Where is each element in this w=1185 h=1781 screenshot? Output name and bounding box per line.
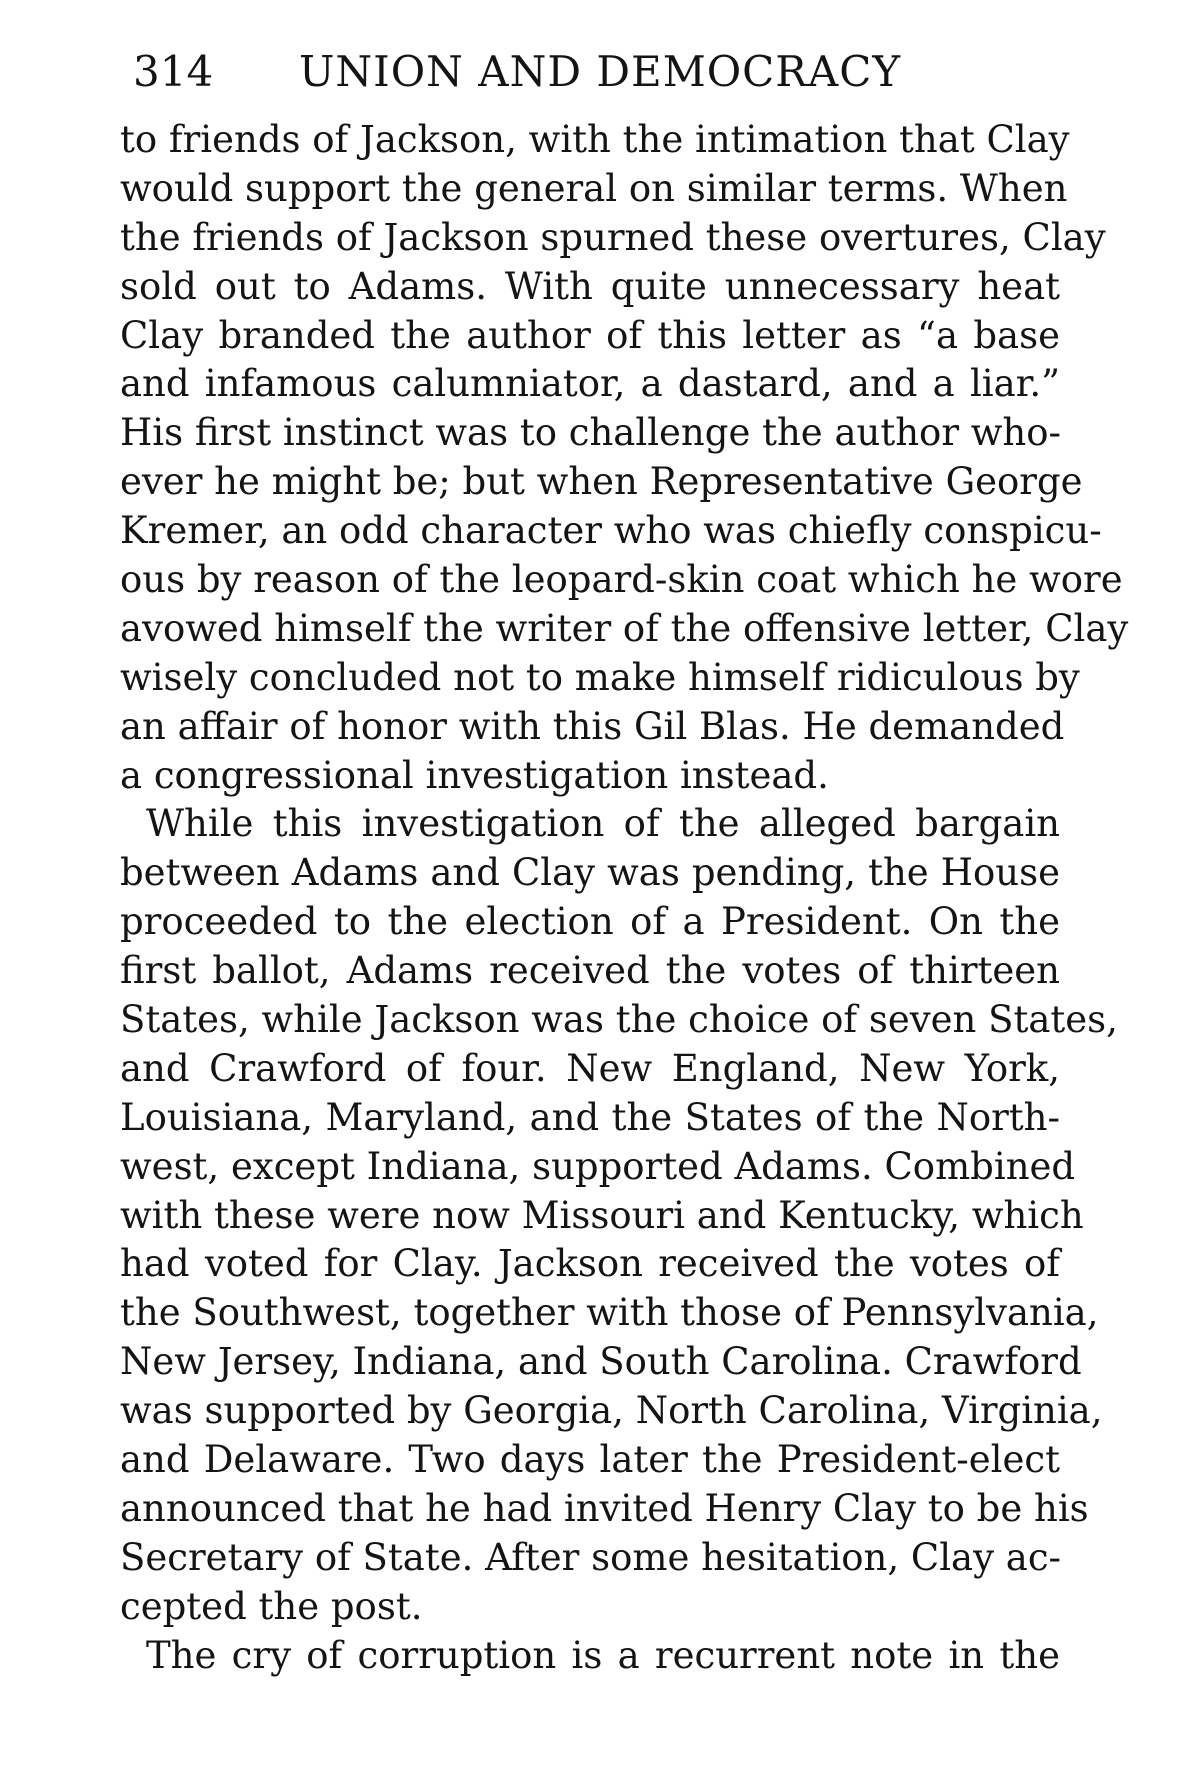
text-line: and Delaware. Two days later the President-elect (120, 1438, 1060, 1482)
text-line: had voted for Clay. Jackson received the votes of (120, 1242, 1060, 1286)
text-line: avowed himself the writer of the offensive letter, Clay (120, 606, 1129, 650)
text-line: to friends of Jackson, with the intimation that Clay (120, 118, 1070, 161)
text-line: proceeded to the election of a President. On the (120, 900, 1060, 944)
text-line: with these were now Missouri and Kentucky, which (120, 1193, 1084, 1237)
text-line: Clay branded the author of this letter as “a base (120, 313, 1060, 357)
paragraph-1 (120, 116, 1129, 800)
text-line: and infamous calumniator, a dastard, and a liar.” (120, 362, 1060, 406)
text-line: was supported by Georgia, North Carolina, Virginia, (120, 1389, 1103, 1433)
text-line: The cry of corruption is a recurrent note in the (146, 1633, 1060, 1677)
body-text (120, 116, 1129, 1681)
text-line: the friends of Jackson spurned these overtures, Clay (120, 215, 1106, 259)
text-line: New Jersey, Indiana, and South Carolina. Crawford (120, 1340, 1082, 1384)
text-line: wisely concluded not to make himself ridiculous by (120, 655, 1080, 699)
text-line: sold out to Adams. With quite unnecessary heat (120, 264, 1060, 308)
text-line: the Southwest, together with those of Pennsylvania, (120, 1291, 1099, 1335)
text-line: ous by reason of the leopard-skin coat which he wore (120, 558, 1123, 602)
text-line: west, except Indiana, supported Adams. Combined (120, 1144, 1076, 1188)
text-line: States, while Jackson was the choice of seven States, (120, 998, 1118, 1042)
paragraph-2 (120, 800, 1118, 1631)
page-number: 314 (133, 47, 214, 96)
text-line: an affair of honor with this Gil Blas. He demanded (120, 704, 1065, 748)
running-head: UNION AND DEMOCRACY (299, 47, 902, 96)
text-line: announced that he had invited Henry Clay to be his (120, 1486, 1089, 1530)
text-line: ever he might be; but when Representative George (120, 460, 1083, 504)
text-line: While this investigation of the alleged bargain (146, 802, 1060, 846)
text-line: Secretary of State. After some hesitation, Clay ac- (120, 1535, 1062, 1579)
paragraph-3 (120, 1632, 1060, 1681)
text-line: would support the general on similar terms. When (120, 166, 1068, 210)
text-line: cepted the post. (120, 1584, 423, 1628)
text-line: a congressional investigation instead. (120, 753, 829, 797)
text-line: Louisiana, Maryland, and the States of the North- (120, 1095, 1060, 1139)
text-line: His first instinct was to challenge the author who- (120, 411, 1062, 455)
text-line: first ballot, Adams received the votes of thirteen (120, 949, 1060, 993)
text-line: between Adams and Clay was pending, the House (120, 851, 1060, 895)
text-line: Kremer, an odd character who was chiefly conspicu- (120, 509, 1102, 553)
text-line: and Crawford of four. New England, New York, (120, 1046, 1060, 1090)
page-header (133, 44, 1053, 100)
